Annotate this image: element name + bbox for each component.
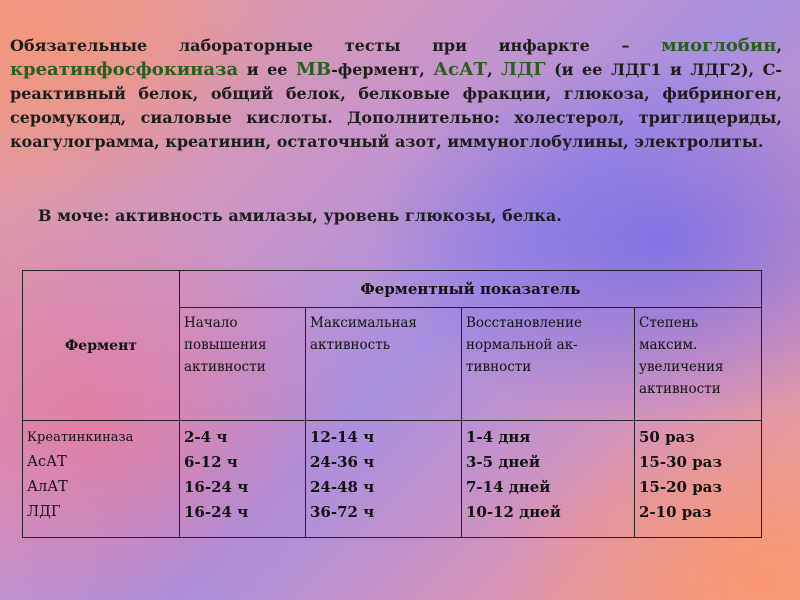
subheader-onset: Начало повышения активности <box>180 308 306 421</box>
subheader-max-increase: Степень максим. увеличения активности <box>635 308 762 421</box>
urine-paragraph: В моче: активность амилазы, уровень глюкозы, белка. <box>38 206 562 225</box>
subheader-max-activity: Максимальная активность <box>306 308 462 421</box>
value-max-activity: 24-36 ч <box>310 453 375 471</box>
table-row <box>23 421 762 538</box>
enzyme-name: АлАТ <box>27 479 68 495</box>
value-onset: 2-4 ч <box>184 428 228 446</box>
text-segment: (и ее ЛДГ1 и ЛДГ2), С-реактивный белок, общий белок, белковые фракции, глюкоза, фибриноген, серомукоид, сиаловые кислоты. Дополнительно: холестерол, триглицериды, коагулограмма, креатинин, остаточный азот, иммуноглобулины, электролиты. <box>10 60 783 151</box>
value-onset: 6-12 ч <box>184 453 238 471</box>
text-segment: и ее <box>238 60 296 79</box>
enzyme-name: Креатинкиназа <box>27 430 134 445</box>
value-max-increase: 50 раз <box>639 428 695 446</box>
max-activity-values-cell <box>306 421 462 538</box>
value-normalization: 10-12 дней <box>466 503 561 521</box>
highlight-creatine-phosphokinase: креатинфосфокиназа <box>10 59 239 80</box>
value-normalization: 7-14 дней <box>466 478 551 496</box>
value-normalization: 3-5 дней <box>466 453 540 471</box>
main-paragraph <box>10 34 782 154</box>
value-max-activity: 12-14 ч <box>310 428 375 446</box>
text-segment: , <box>776 36 782 55</box>
text-segment: Обязательные лабораторные тесты при инфаркте – <box>10 36 662 55</box>
value-max-activity: 36-72 ч <box>310 503 375 521</box>
max-increase-values-cell <box>635 421 762 538</box>
text-segment: -фермент, <box>331 60 434 79</box>
value-max-increase: 15-20 раз <box>639 478 722 496</box>
value-max-activity: 24-48 ч <box>310 478 375 496</box>
value-onset: 16-24 ч <box>184 478 249 496</box>
value-max-increase: 15-30 раз <box>639 453 722 471</box>
highlight-ldh: ЛДГ <box>501 59 546 80</box>
normalization-values-cell <box>462 421 635 538</box>
enzyme-names-cell <box>23 421 180 538</box>
text-segment: , <box>487 60 502 79</box>
highlight-myoglobin: миоглобин <box>661 35 777 56</box>
subheader-normalization: Восстановление нормальной ак-тивности <box>462 308 635 421</box>
highlight-mb: МВ <box>295 59 332 80</box>
table-header-row <box>23 271 762 308</box>
highlight-asat: АсАТ <box>433 59 488 80</box>
enzyme-header: Фермент <box>23 271 180 421</box>
value-onset: 16-24 ч <box>184 503 249 521</box>
indicator-group-header: Ферментный показатель <box>180 271 762 308</box>
enzyme-name: ЛДГ <box>27 504 61 520</box>
enzyme-table <box>22 270 762 538</box>
enzyme-name: АсАТ <box>27 454 67 470</box>
onset-values-cell <box>180 421 306 538</box>
value-max-increase: 2-10 раз <box>639 503 712 521</box>
value-normalization: 1-4 дня <box>466 428 531 446</box>
